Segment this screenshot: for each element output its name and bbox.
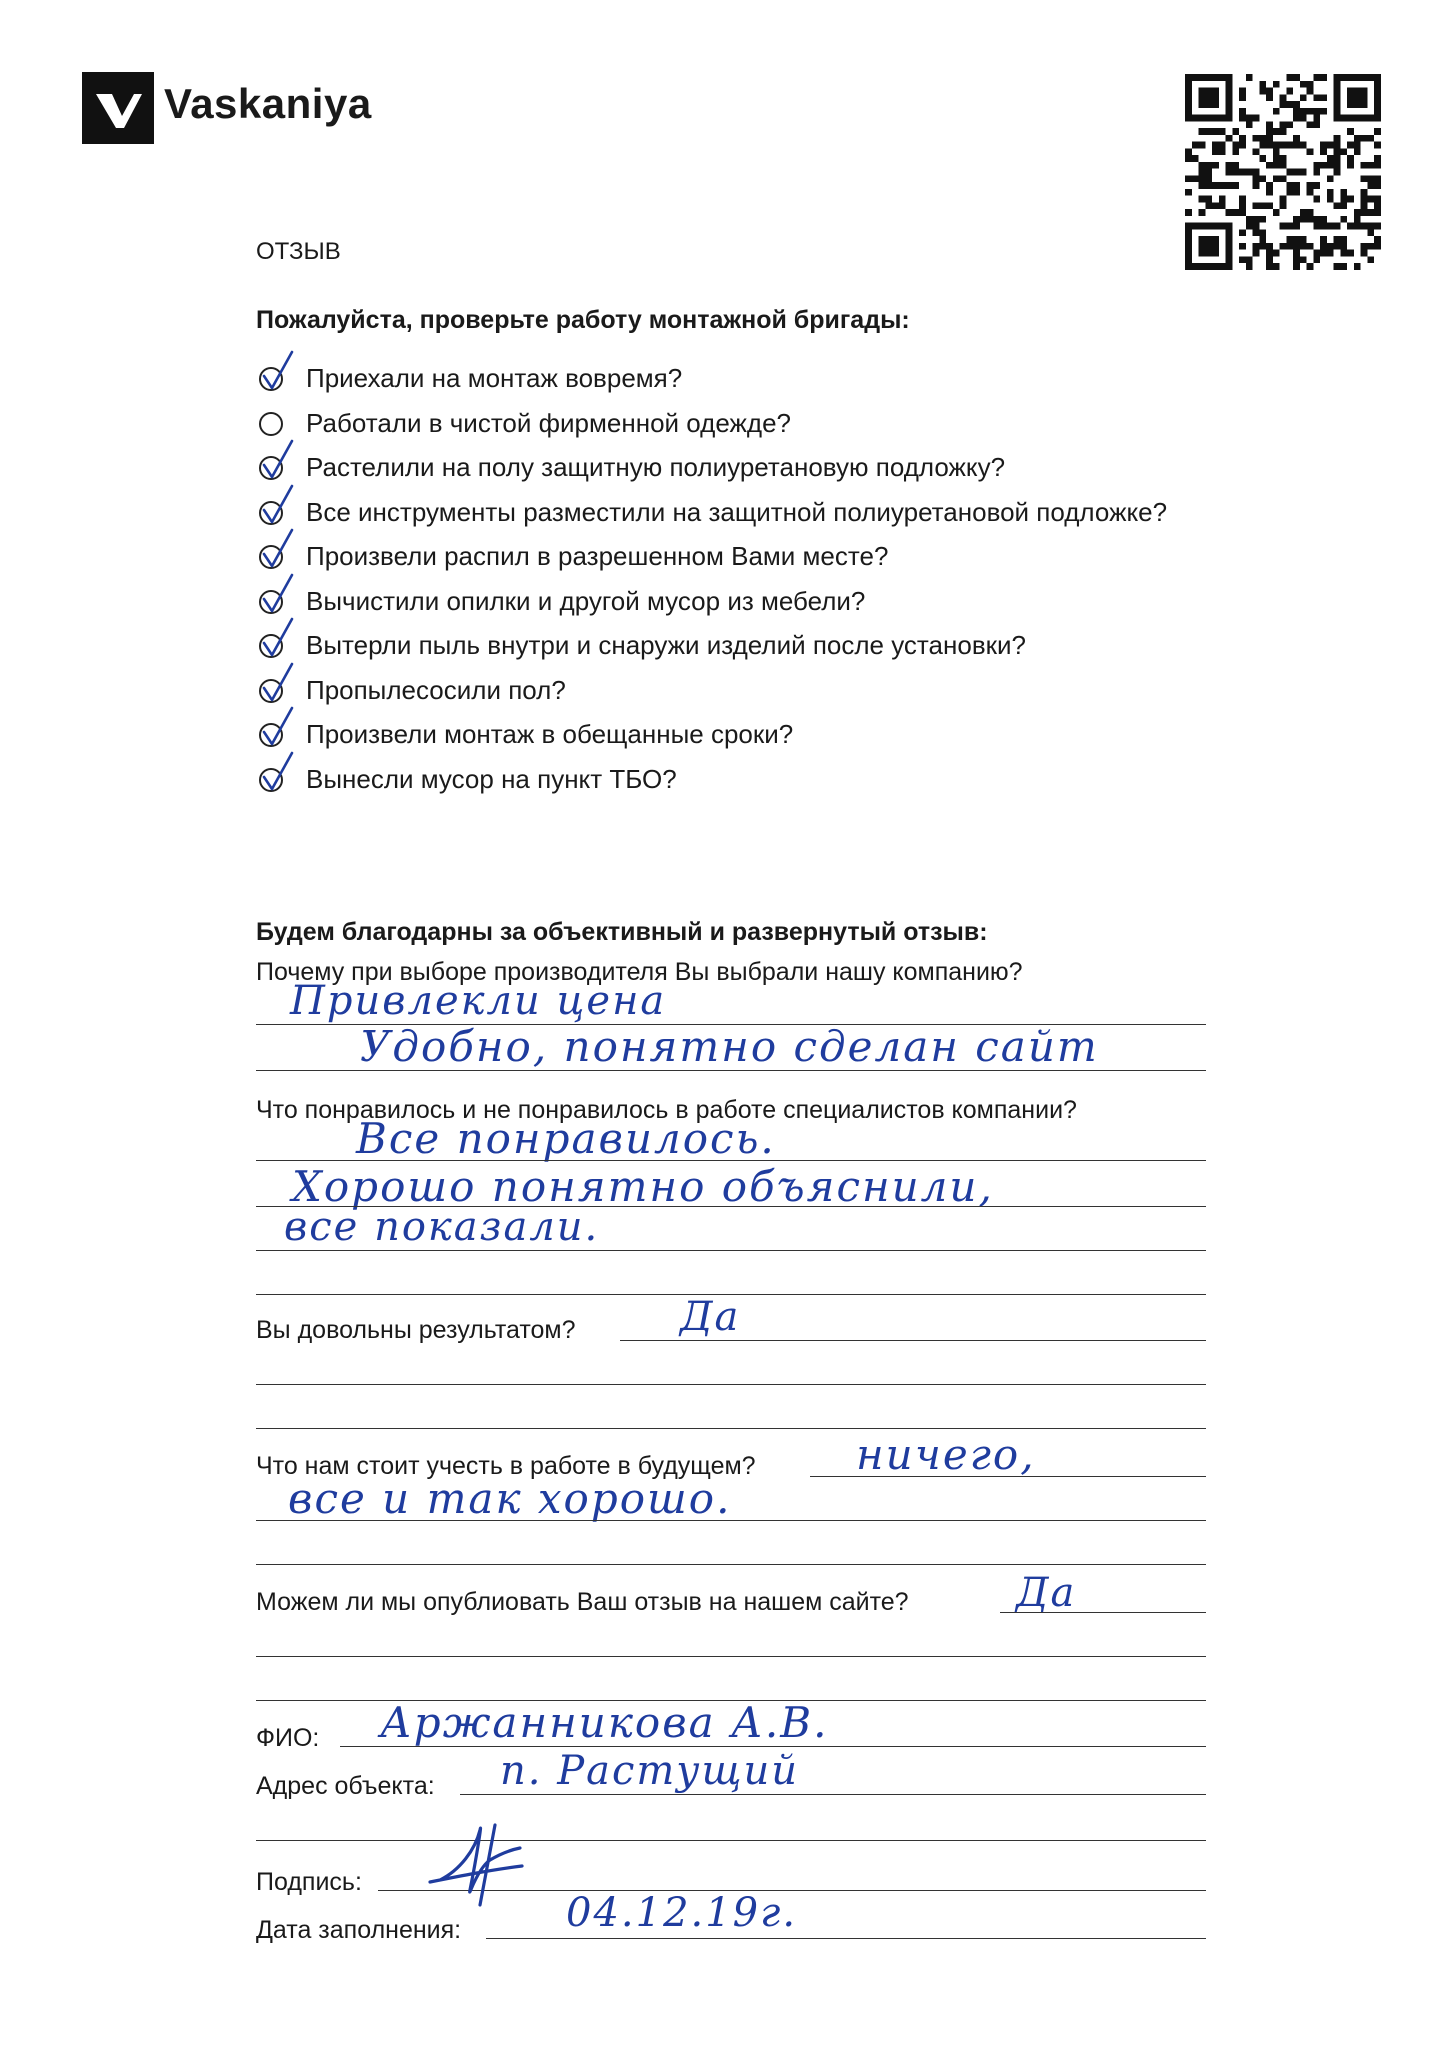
answer-line <box>256 1384 1206 1385</box>
q5-answer: Да <box>1016 1570 1077 1616</box>
answer-line <box>620 1340 1206 1341</box>
answer-line <box>256 1840 1206 1841</box>
checklist-item: Работали в чистой фирменной одежде? <box>306 407 791 438</box>
answer-line <box>486 1938 1206 1939</box>
answer-line <box>256 1428 1206 1429</box>
address-value: п. Растущий <box>500 1748 800 1794</box>
checkmark-icon <box>254 615 304 661</box>
fio-label: ФИО: <box>256 1724 320 1752</box>
answer-line <box>340 1746 1206 1747</box>
qr-code <box>1185 72 1381 272</box>
checklist-item: Вынесли мусор на пункт ТБО? <box>306 763 677 794</box>
answer-line <box>256 1520 1206 1521</box>
checkmark-icon <box>254 348 304 394</box>
checklist-item: Вычистили опилки и другой мусор из мебели? <box>306 585 866 616</box>
checkmark-icon <box>254 526 304 572</box>
logo-v-icon <box>82 72 154 144</box>
brand-name: Vaskaniya <box>164 80 372 127</box>
q1-label: Почему при выборе производителя Вы выбрали нашу компанию? <box>256 958 1023 986</box>
checkmark-icon <box>254 482 304 528</box>
answer-line <box>256 1070 1206 1071</box>
checkmark-icon <box>254 437 304 483</box>
checklist-item: Произвели распил в разрешенном Вами месте? <box>306 541 889 571</box>
answer-line <box>810 1476 1206 1477</box>
checklist-item: Пропылесосили пол? <box>306 674 566 705</box>
date-label: Дата заполнения: <box>256 1916 462 1944</box>
answer-line <box>256 1656 1206 1657</box>
checklist-item: Вытерли пыль внутри и снаружи изделий после установки? <box>306 630 1027 660</box>
q4-label: Что нам стоит учесть в работе в будущем? <box>256 1452 756 1480</box>
q5-label: Можем ли мы опублиовать Ваш отзыв на нашем сайте? <box>256 1588 909 1616</box>
checkmark-icon <box>254 571 304 617</box>
q2-answer-line-3: все показали. <box>284 1204 600 1250</box>
address-label: Адрес объекта: <box>256 1772 435 1800</box>
checkmark-icon <box>254 749 304 795</box>
logo-mark <box>82 72 154 144</box>
feedback-heading: Будем благодарны за объективный и развернутый отзыв: <box>256 918 988 946</box>
checkmark-icon <box>254 660 304 706</box>
checklist-item: Произвели монтаж в обещанные сроки? <box>306 719 794 749</box>
checklist-item: Приехали на монтаж вовремя? <box>306 363 683 393</box>
answer-line <box>256 1250 1206 1251</box>
q3-answer: Да <box>680 1294 741 1340</box>
answer-line <box>256 1564 1206 1565</box>
q3-label: Вы довольны результатом? <box>256 1316 576 1344</box>
q2-answer-line-2: Хорошо понятно объяснили, <box>292 1162 994 1211</box>
checklist-circle[interactable] <box>259 412 283 436</box>
checklist-item: Все инструменты разместили на защитной полиуретановой подложке? <box>306 496 1168 527</box>
answer-line <box>1000 1612 1206 1613</box>
checklist-heading: Пожалуйста, проверьте работу монтажной бригады: <box>256 306 910 334</box>
q2-label: Что понравилось и не понравилось в работе специалистов компании? <box>256 1096 1077 1124</box>
fio-value: Аржанникова А.В. <box>380 1698 829 1747</box>
form-title: ОТЗЫВ <box>256 238 341 265</box>
checkmark-icon <box>254 704 304 750</box>
signature-label: Подпись: <box>256 1868 362 1896</box>
answer-line <box>256 1160 1206 1161</box>
q4-answer-line-2: все и так хорошо. <box>288 1474 732 1523</box>
checklist-item: Растелили на полу защитную полиуретановую подложку? <box>306 452 1006 482</box>
date-value: 04.12.19г. <box>566 1890 798 1936</box>
q1-answer-line-2: Удобно, понятно сделан сайт <box>360 1022 1099 1071</box>
q1-answer-line-1: Привлекли цена <box>290 978 667 1024</box>
signature-scribble <box>420 1810 530 1910</box>
q2-answer-line-1: Все понравилось. <box>356 1114 776 1163</box>
answer-line <box>460 1794 1206 1795</box>
q4-answer-line-1: ничего, <box>856 1430 1036 1479</box>
